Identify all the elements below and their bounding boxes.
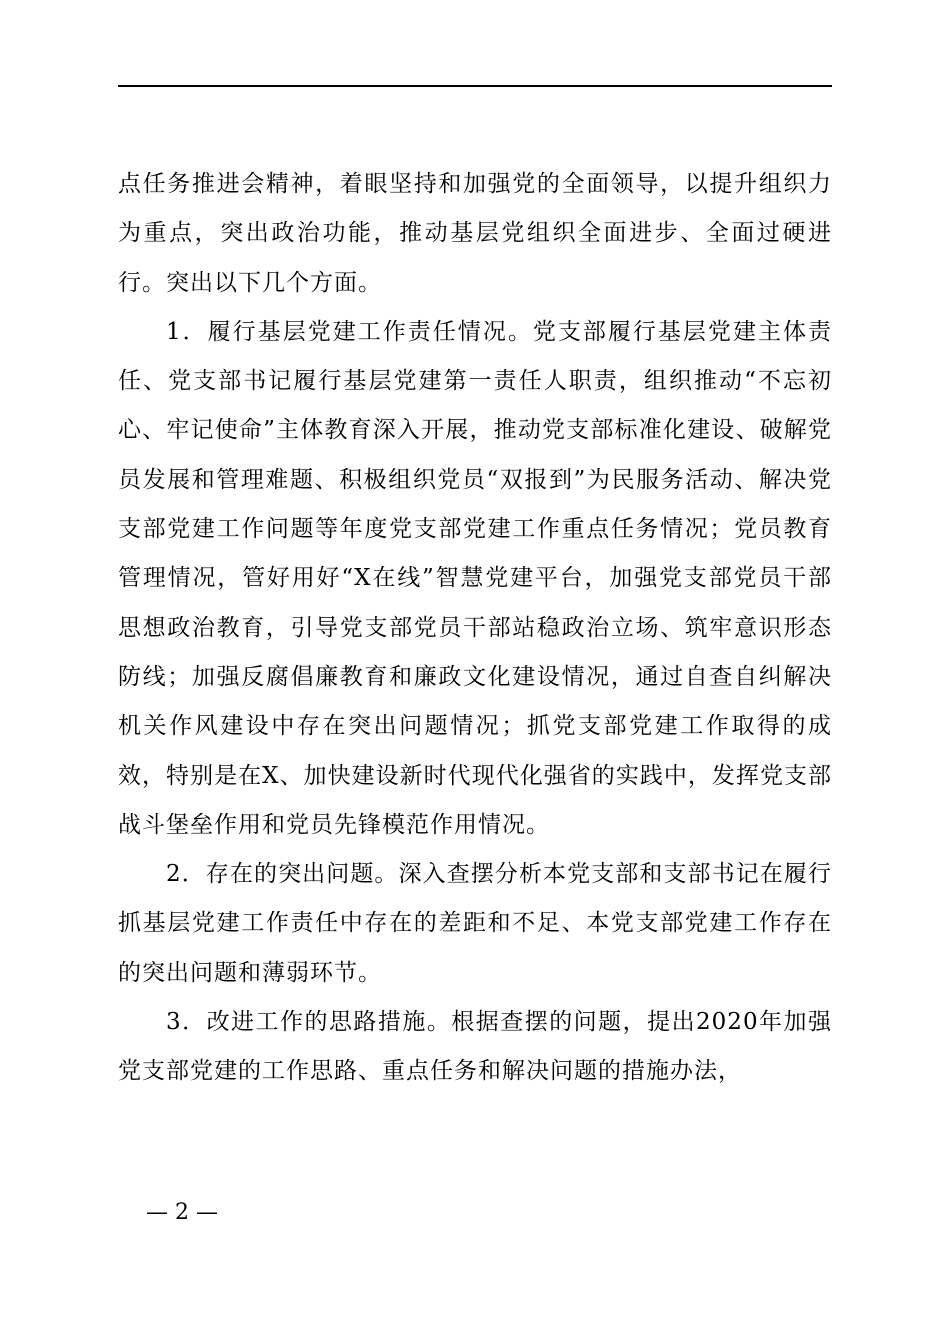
paragraph-item-3: 3．改进工作的思路措施。根据查摆的问题，提出2020年加强党支部党建的工作思路、重点任务和解决问题的措施办法， <box>118 1009 832 1085</box>
header-rule <box>118 85 832 87</box>
page-number: — 2 — <box>146 1200 218 1225</box>
document-body <box>118 160 832 1097</box>
paragraph-item-2: 2．存在的突出问题。深入查摆分析本党支部和支部书记在履行抓基层党建工作责任中存在的差距和不足、本党支部党建工作存在的突出问题和薄弱环节。 <box>118 861 832 986</box>
paragraph-continuation: 点任务推进会精神，着眼坚持和加强党的全面领导，以提升组织力为重点，突出政治功能，推动基层党组织全面进步、全面过硬进行。突出以下几个方面。 <box>118 171 832 296</box>
paragraph-item-1: 1．履行基层党建工作责任情况。党支部履行基层党建主体责任、党支部书记履行基层党建第一责任人职责，组织推动“不忘初心、牢记使命”主体教育深入开展，推动党支部标准化建设、破解党员发展和管理难题、积极组织党员“双报到”为民服务活动、解决党支部党建工作问题等年度党支部党建工作重点任务情况；党员教育管理情况，管好用好“X在线”智慧党建平台，加强党支部党员干部思想政治教育，引导党支部党员干部站稳政治立场、筑牢意识形态防线；加强反腐倡廉教育和廉政文化建设情况，通过自查自纠解决机关作风建设中存在突出问题情况；抓党支部党建工作取得的成效，特别是在X、加快建设新时代现代化强省的实践中，发挥党支部战斗堡垒作用和党员先锋模范作用情况。 <box>118 318 832 838</box>
